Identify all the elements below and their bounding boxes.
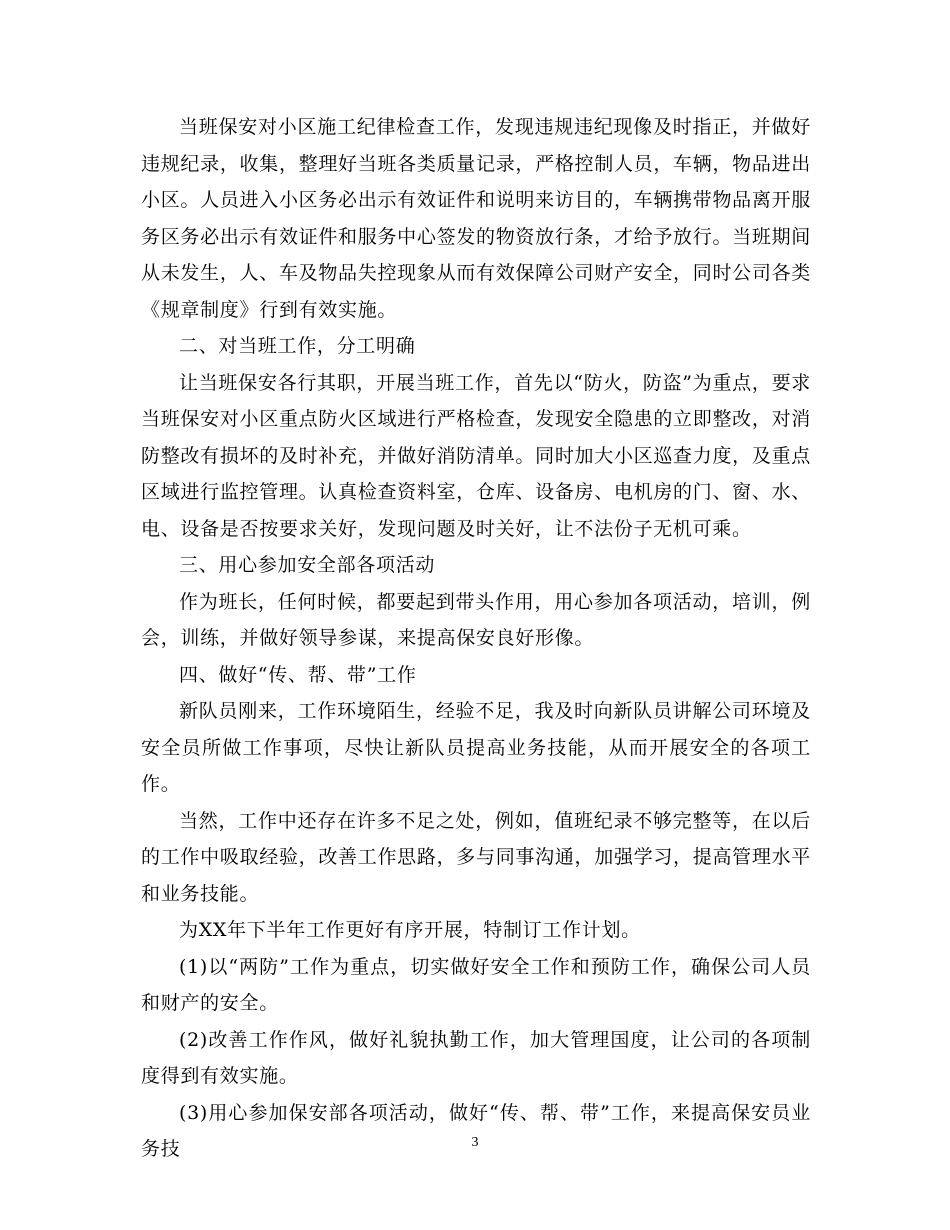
section-heading-3: 三、用心参加安全部各项活动	[179, 554, 436, 576]
paragraph-work-plan-intro: 为XX年下半年工作更好有序开展，特制订工作计划。	[179, 919, 641, 941]
paragraph-discipline-inspection: 当班保安对小区施工纪律检查工作，发现违规违纪现像及时指正，并做好违规纪录，收集，整理好当班各类质量记录，严格控制人员，车辆，物品进出小区。人员进入小区务必出示有效证件和说明来访目的，车辆携带物品离开服务区务必出示有效证件和服务中心签发的物资放行条，才给予放行。当班期间从未发生，人、车及物品失控现象从而有效保障公司财产安全，同时公司各类《规章制度》行到有效实施。	[141, 116, 811, 321]
plan-item-2: (2)改善工作作风，做好礼貌执勤工作，加大管理国度，让公司的各项制度得到有效实施。	[141, 1028, 811, 1087]
plan-item-3: (3)用心参加保安部各项活动，做好“传、帮、带”工作，来提高保安员业务技	[141, 1101, 811, 1160]
paragraph-fire-theft-prevention: 让当班保安各行其职，开展当班工作，首先以“防火，防盗”为重点，要求当班保安对小区重点防火区域进行严格检查，发现安全隐患的立即整改，对消防整改有损坏的及时补充，并做好消防清单。同时加大小区巡查力度，及重点区域进行监控管理。认真检查资料室，仓库、设备房、电机房的门、窗、水、电、设备是否按要求关好，发现问题及时关好，让不法份子无机可乘。	[141, 371, 811, 540]
document-body	[141, 109, 811, 1168]
paragraph-team-leader-role: 作为班长，任何时候，都要起到带头作用，用心参加各项活动，培训，例会，训练，并做好领导参谋，来提高保安良好形像。	[141, 590, 811, 649]
paragraph-shortcomings: 当然，工作中还存在许多不足之处，例如，值班纪录不够完整等，在以后的工作中吸取经验，改善工作思路，多与同事沟通，加强学习，提高管理水平和业务技能。	[141, 809, 811, 905]
section-heading-2: 二、对当班工作，分工明确	[179, 335, 416, 357]
page-number: 3	[471, 1135, 479, 1150]
plan-item-1: (1)以“两防”工作为重点，切实做好安全工作和预防工作，确保公司人员和财产的安全。	[141, 955, 811, 1014]
paragraph-new-members: 新队员刚来，工作环境陌生，经验不足，我及时向新队员讲解公司环境及安全员所做工作事项，尽快让新队员提高业务技能，从而开展安全的各项工作。	[141, 700, 811, 795]
section-heading-4: 四、做好“传、帮、带”工作	[179, 663, 417, 686]
